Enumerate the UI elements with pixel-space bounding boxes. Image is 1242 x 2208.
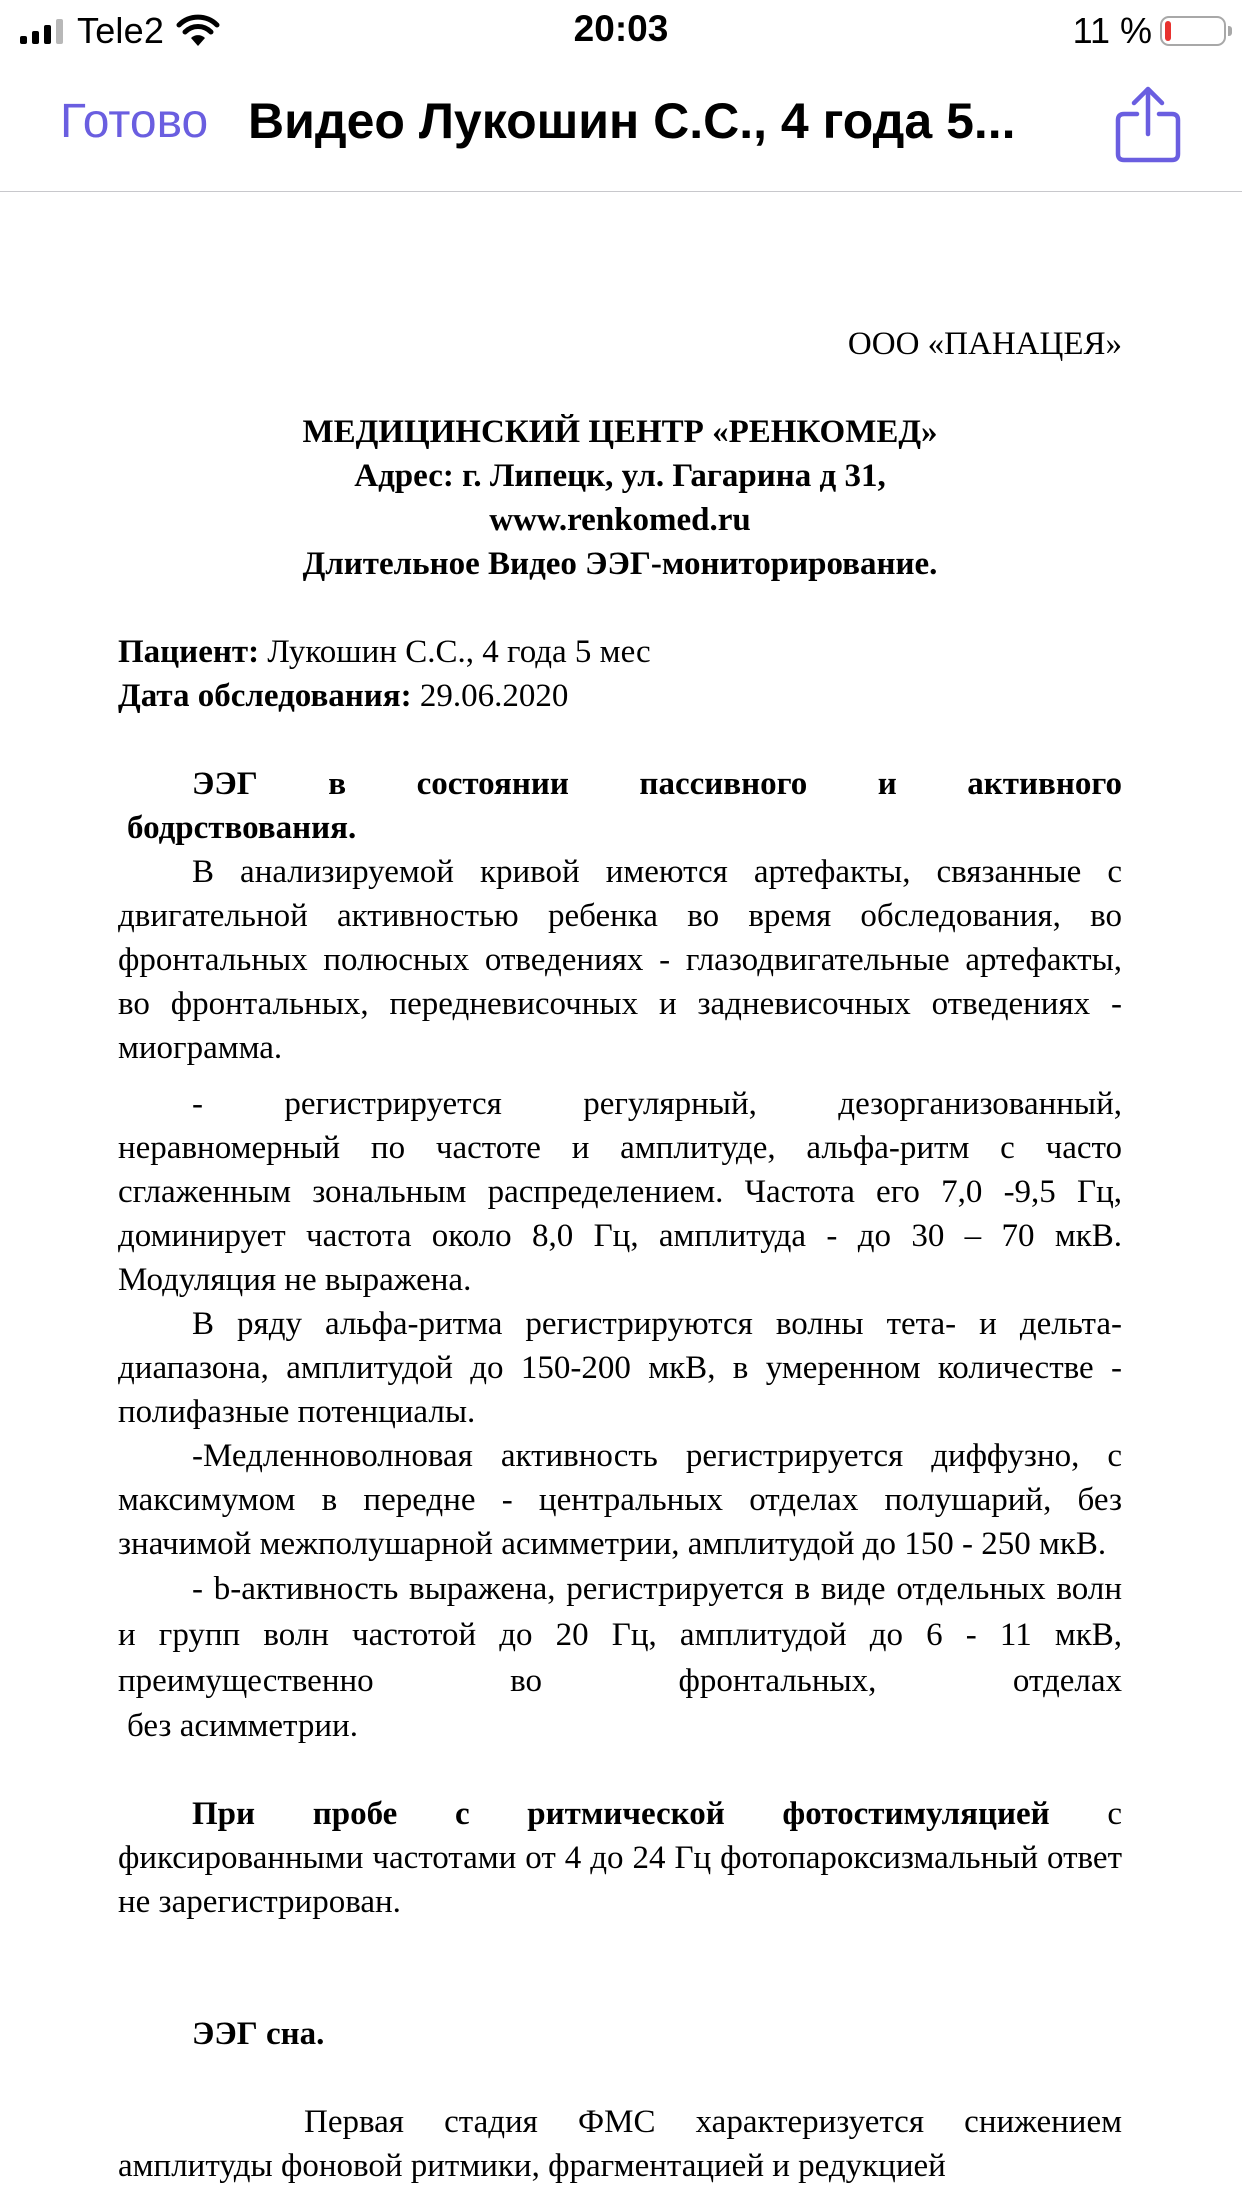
wake-heading: ЭЭГ в состоянии пассивного и активного <box>192 766 1122 802</box>
status-right <box>1073 10 1226 52</box>
patient-value: Лукошин С.С., 4 года 5 мес <box>267 634 651 670</box>
paragraph-beta-activity: - b-активность выражена, регистрируется в виде отдельных волн и групп волн частотой до 20 Гц, амплитудой до 6 - 11 мкВ, преимущественно во фронтальных, отделах <box>118 1571 1122 1699</box>
photostimulation-text: с фиксированными частотами от 4 до 24 Гц фотопароксизмальный ответ не зарегистрирован. <box>118 1796 1122 1920</box>
status-bar <box>0 0 1242 64</box>
done-button[interactable]: Готово <box>60 95 209 148</box>
carrier-name: Tele2 <box>77 10 165 51</box>
battery-icon <box>1160 16 1226 46</box>
paragraph-slow-wave: -Медленноволновая активность регистрируется диффузно, с максимумом в передне - центральных отделах полушарий, без значимой межполушарной асимметрии, амплитудой до 150 - 250 мкВ. <box>118 1438 1122 1562</box>
paragraph-theta-delta: В ряду альфа-ритма регистрируются волны тета- и дельта-диапазона, амплитудой до 150-200 мкВ, в умеренном количестве - полифазные потенциалы. <box>118 1306 1122 1430</box>
document-title: Видео Лукошин С.С., 4 года 5... <box>248 93 1016 149</box>
center-name: МЕДИЦИНСКИЙ ЦЕНТР «РЕНКОМЕД» <box>302 414 938 450</box>
date-value: 29.06.2020 <box>419 678 569 714</box>
battery-level-fill <box>1165 21 1171 41</box>
paragraph-sleep-stage: Первая стадия ФМС характеризуется снижением амплитуды фоновой ритмики, фрагментацией и редукцией <box>118 2104 1122 2184</box>
paragraph-alpha-rhythm: - регистрируется регулярный, дезорганизованный, неравномерный по частоте и амплитуде, альфа-ритм с часто сглаженным зональным распределением. Частота его 7,0 -9,5 Гц, доминирует частота около 8,0 Гц, амплитуда - до 30 – 70 мкВ. Модуляция не выражена. <box>118 1086 1122 1298</box>
paragraph-photostimulation <box>118 1792 1122 1924</box>
wake-heading-cont: бодрствования. <box>127 810 357 846</box>
patient-label: Пациент: <box>118 634 260 670</box>
document-page <box>118 322 1122 2188</box>
sleep-heading: ЭЭГ сна. <box>192 2016 325 2052</box>
patient-line <box>118 630 1122 674</box>
status-time: 20:03 <box>573 8 669 49</box>
date-line <box>118 674 1122 718</box>
paragraph-beta-activity-end: без асимметрии. <box>127 1708 358 1744</box>
address: Адрес: г. Липецк, ул. Гагарина д 31, <box>354 458 886 494</box>
photostimulation-bold: При пробе с ритмической фотостимуляцией <box>192 1796 1050 1832</box>
share-icon[interactable] <box>1112 84 1184 164</box>
report-title: Длительное Видео ЭЭГ-мониторирование. <box>302 546 938 582</box>
paragraph-artifacts: В анализируемой кривой имеются артефакты, связанные с двигательной активностью ребенка во время обследования, во фронтальных полюсных отведениях - глазодвигательные артефакты, во фронтальных, передневисочных и задневисочных отведениях - миограмма. <box>118 854 1122 1066</box>
website: www.renkomed.ru <box>489 502 751 538</box>
battery-percentage: 11 % <box>1072 10 1152 51</box>
navigation-bar <box>0 64 1242 192</box>
organization-name: ООО «ПАНАЦЕЯ» <box>847 326 1122 362</box>
date-label: Дата обследования: <box>118 678 412 714</box>
